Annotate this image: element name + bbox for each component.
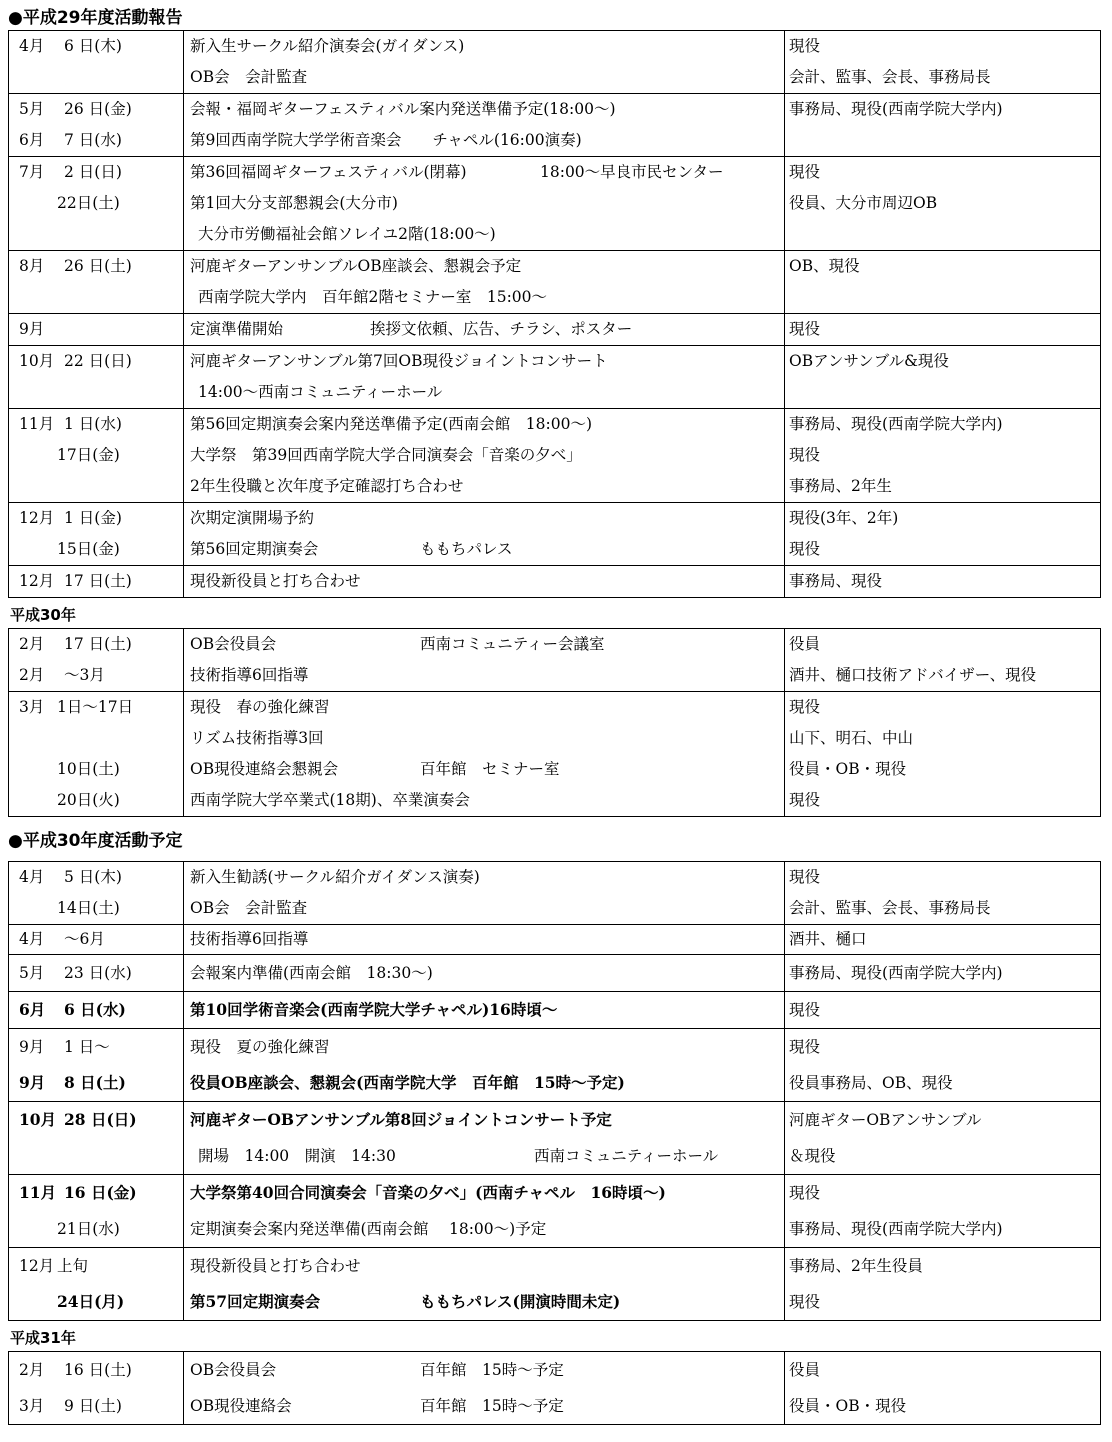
event-text: 河鹿ギターアンサンブルOB座談会、懇親会予定	[190, 257, 522, 275]
participants-cell	[785, 503, 1101, 566]
schedule-row	[9, 1352, 1101, 1425]
event-cell	[184, 314, 785, 346]
event-text: 西南コミュニティー会議室	[420, 635, 605, 653]
day-label: 17日(金)	[57, 446, 120, 464]
event-cell	[184, 251, 785, 314]
day-label: 6 日(木)	[64, 37, 122, 55]
participants-text: 現役	[789, 1184, 821, 1202]
event-text: OB現役連絡会懇親会	[190, 760, 339, 778]
day-label: ～6月	[64, 930, 105, 948]
participants-text: 山下、明石、中山	[789, 729, 914, 747]
day-label: 22 日(日)	[64, 352, 132, 370]
event-text: 百年館 セミナー室	[420, 760, 560, 778]
day-label: 23 日(水)	[64, 964, 132, 982]
schedule-row	[9, 629, 1101, 692]
date-cell	[9, 346, 184, 409]
event-text: 第9回西南学院大学学術音楽会 チャペル(16:00演奏)	[190, 131, 582, 149]
participants-text: 事務局、現役	[789, 572, 883, 590]
participants-cell	[785, 692, 1101, 817]
event-text: 会報案内準備(西南会館 18:30～)	[190, 964, 433, 982]
schedule-row	[9, 992, 1101, 1029]
report-h30-heading: 平成30年	[10, 606, 76, 624]
participants-cell	[785, 31, 1101, 94]
month-label: 11月	[19, 1183, 57, 1202]
participants-text: ＆現役	[789, 1147, 836, 1165]
event-text: OB現役連絡会	[190, 1397, 292, 1415]
schedule-row	[9, 692, 1101, 817]
date-cell	[9, 94, 184, 157]
event-text: 第56回定期演奏会案内発送準備予定(西南会館 18:00～)	[190, 415, 592, 433]
date-cell	[9, 566, 184, 598]
event-text: OB会 会計監査	[190, 68, 308, 86]
schedule-row	[9, 251, 1101, 314]
date-cell	[9, 1102, 184, 1175]
month-label: 5月	[19, 964, 45, 982]
participants-text: 現役	[789, 446, 821, 464]
participants-text: 現役	[789, 868, 821, 886]
date-cell	[9, 503, 184, 566]
date-cell	[9, 955, 184, 992]
participants-text: 河鹿ギターOBアンサンブル	[789, 1111, 982, 1129]
schedule-row	[9, 566, 1101, 598]
participants-text: 現役(3年、2年)	[789, 509, 899, 527]
event-cell	[184, 94, 785, 157]
month-label: 10月	[19, 1110, 57, 1129]
participants-text: 事務局、2年生	[789, 477, 892, 495]
schedule-row	[9, 409, 1101, 503]
event-text: 現役新役員と打ち合わせ	[190, 1257, 361, 1275]
date-cell	[9, 1248, 184, 1321]
date-cell	[9, 862, 184, 925]
date-cell	[9, 692, 184, 817]
participants-text: 現役	[789, 540, 821, 558]
participants-text: OBアンサンブル&現役	[789, 352, 949, 370]
day-label: 上旬	[57, 1257, 89, 1275]
participants-text: 酒井、樋口	[789, 930, 867, 948]
event-cell	[184, 566, 785, 598]
event-text: 2年生役職と次年度予定確認打ち合わせ	[190, 477, 464, 495]
day-label: 7 日(水)	[64, 131, 122, 149]
plan-h31-heading: 平成31年	[10, 1329, 76, 1347]
month-label: 8月	[19, 257, 45, 275]
event-cell	[184, 503, 785, 566]
month-label: 9月	[19, 320, 45, 338]
day-label: 5 日(木)	[64, 868, 122, 886]
event-text: 新入生サークル紹介演奏会(ガイダンス)	[190, 37, 465, 55]
participants-text: 現役	[789, 698, 821, 716]
report-h30-table	[8, 628, 1101, 817]
participants-cell	[785, 314, 1101, 346]
participants-cell	[785, 1029, 1101, 1102]
event-text: 14:00～西南コミュニティーホール	[198, 383, 443, 401]
participants-text: 役員	[789, 635, 821, 653]
event-text: 開場 14:00 開演 14:30	[198, 1147, 396, 1165]
participants-text: 事務局、現役(西南学院大学内)	[789, 1220, 1003, 1238]
event-text: 第1回大分支部懇親会(大分市)	[190, 194, 398, 212]
event-cell	[184, 31, 785, 94]
day-label: 21日(水)	[57, 1220, 120, 1238]
month-label: 6月	[19, 1000, 46, 1019]
event-text: OB会役員会	[190, 635, 277, 653]
event-text: 現役新役員と打ち合わせ	[190, 572, 361, 590]
month-label: 5月	[19, 100, 45, 118]
participants-text: 現役	[789, 1001, 821, 1019]
event-text: 新入生勧誘(サークル紹介ガイダンス演奏)	[190, 868, 480, 886]
participants-cell	[785, 94, 1101, 157]
participants-text: 会計、監事、会長、事務局長	[789, 899, 991, 917]
month-label: 9月	[19, 1038, 45, 1056]
participants-cell	[785, 862, 1101, 925]
day-label: 16 日(金)	[64, 1183, 137, 1202]
event-text: 第57回定期演奏会	[190, 1292, 321, 1311]
participants-text: 役員、大分市周辺OB	[789, 194, 938, 212]
participants-text: 事務局、現役(西南学院大学内)	[789, 100, 1003, 118]
day-label: 8 日(土)	[64, 1073, 126, 1092]
plan-h31-table	[8, 1351, 1101, 1425]
schedule-row	[9, 503, 1101, 566]
date-cell	[9, 251, 184, 314]
participants-text: 現役	[789, 37, 821, 55]
date-cell	[9, 1175, 184, 1248]
schedule-row	[9, 94, 1101, 157]
date-cell	[9, 1352, 184, 1425]
participants-text: 現役	[789, 163, 821, 181]
month-label: 4月	[19, 868, 45, 886]
schedule-row	[9, 1175, 1101, 1248]
event-cell	[184, 955, 785, 992]
participants-cell	[785, 955, 1101, 992]
participants-text: 役員	[789, 1361, 821, 1379]
participants-text	[785, 125, 1100, 156]
participants-cell	[785, 157, 1101, 251]
participants-text: 役員・OB・現役	[789, 1397, 907, 1415]
date-cell	[9, 992, 184, 1029]
participants-text: 会計、監事、会長、事務局長	[789, 68, 991, 86]
month-label: 3月	[19, 1397, 45, 1415]
schedule-row	[9, 925, 1101, 955]
day-label: 1日～17日	[57, 698, 134, 716]
event-cell	[184, 992, 785, 1029]
event-cell	[184, 1352, 785, 1425]
day-label: 9 日(土)	[64, 1397, 122, 1415]
event-text: 定演準備開始	[190, 320, 284, 338]
participants-text	[785, 282, 1100, 313]
event-text: リズム技術指導3回	[190, 729, 324, 747]
day-label: 6 日(水)	[64, 1000, 126, 1019]
month-label: 7月	[19, 163, 45, 181]
participants-cell	[785, 1352, 1101, 1425]
day-label: 2 日(日)	[64, 163, 122, 181]
event-text: 技術指導6回指導	[190, 666, 309, 684]
day-label: ～3月	[64, 666, 105, 684]
event-text: 会報・福岡ギターフェスティバル案内発送準備予定(18:00～)	[190, 100, 616, 118]
participants-cell	[785, 1175, 1101, 1248]
event-text: 現役 春の強化練習	[190, 698, 330, 716]
event-cell	[184, 629, 785, 692]
event-text: 河鹿ギターOBアンサンブル第8回ジョイントコンサート予定	[190, 1110, 612, 1129]
plan-table	[8, 861, 1101, 1321]
event-cell	[184, 157, 785, 251]
report-heading: ●平成29年度活動報告	[8, 8, 183, 28]
event-text: 大学祭 第39回西南学院大学合同演奏会「音楽の夕べ」	[190, 446, 582, 464]
date-cell	[9, 925, 184, 955]
event-text: 役員OB座談会、懇親会(西南学院大学 百年館 15時～予定)	[190, 1073, 625, 1092]
day-label: 15日(金)	[57, 540, 120, 558]
participants-cell	[785, 925, 1101, 955]
participants-cell	[785, 566, 1101, 598]
event-text: 技術指導6回指導	[190, 930, 309, 948]
report-table	[8, 30, 1101, 598]
event-cell	[184, 346, 785, 409]
month-label: 2月	[19, 635, 45, 653]
month-label: 10月	[19, 352, 55, 370]
date-cell	[9, 31, 184, 94]
month-label: 12月	[19, 509, 55, 527]
event-text: 大学祭第40回合同演奏会「音楽の夕べ」(西南チャペル 16時頃～)	[190, 1183, 666, 1202]
event-text: 定期演奏会案内発送準備(西南会館 18:00～)予定	[190, 1220, 547, 1238]
event-text: 第36回福岡ギターフェスティバル(閉幕)	[190, 163, 467, 181]
participants-cell	[785, 346, 1101, 409]
participants-text: 現役	[789, 791, 821, 809]
event-text: 第10回学術音楽会(西南学院大学チャペル)16時頃～	[190, 1000, 558, 1019]
day-label: 17 日(土)	[64, 635, 132, 653]
month-label: 2月	[19, 1361, 45, 1379]
day-label: 28 日(日)	[64, 1110, 137, 1129]
event-text: 挨拶文依頼、広告、チラシ、ポスター	[370, 320, 633, 338]
schedule-row	[9, 346, 1101, 409]
date-cell	[9, 157, 184, 251]
participants-cell	[785, 1102, 1101, 1175]
event-cell	[184, 1102, 785, 1175]
plan-heading: ●平成30年度活動予定	[8, 831, 183, 851]
participants-text: 事務局、現役(西南学院大学内)	[789, 964, 1003, 982]
participants-cell	[785, 992, 1101, 1029]
date-cell	[9, 629, 184, 692]
event-text: 百年館 15時～予定	[420, 1397, 564, 1415]
day-label: 1 日(水)	[64, 415, 122, 433]
participants-cell	[785, 1248, 1101, 1321]
event-text: 次期定演開場予約	[190, 509, 315, 527]
day-label: 20日(火)	[57, 791, 120, 809]
participants-text: 役員事務局、OB、現役	[789, 1074, 953, 1092]
day-label: 14日(土)	[57, 899, 120, 917]
event-cell	[184, 692, 785, 817]
participants-text: 現役	[789, 320, 821, 338]
participants-text: 事務局、現役(西南学院大学内)	[789, 415, 1003, 433]
event-cell	[184, 409, 785, 503]
month-label: 4月	[19, 930, 45, 948]
participants-cell	[785, 629, 1101, 692]
date-cell	[9, 314, 184, 346]
event-cell	[184, 1248, 785, 1321]
schedule-row	[9, 31, 1101, 94]
event-text: 大分市労働福祉会館ソレイユ2階(18:00～)	[198, 225, 496, 243]
day-label: 1 日～	[64, 1038, 110, 1056]
event-text: OB会役員会	[190, 1361, 277, 1379]
month-label: 2月	[19, 666, 45, 684]
month-label: 6月	[19, 131, 45, 149]
event-text: 第56回定期演奏会	[190, 540, 319, 558]
event-cell	[184, 925, 785, 955]
schedule-row	[9, 157, 1101, 251]
event-cell	[184, 1029, 785, 1102]
participants-text: OB、現役	[789, 257, 860, 275]
participants-text: 役員・OB・現役	[789, 760, 907, 778]
date-cell	[9, 1029, 184, 1102]
schedule-row	[9, 1029, 1101, 1102]
participants-text: 事務局、2年生役員	[789, 1257, 923, 1275]
schedule-row	[9, 862, 1101, 925]
schedule-row	[9, 955, 1101, 992]
participants-text: 現役	[789, 1293, 821, 1311]
schedule-row	[9, 1102, 1101, 1175]
day-label: 16 日(土)	[64, 1361, 132, 1379]
participants-text	[785, 219, 1100, 250]
month-label: 11月	[19, 415, 55, 433]
participants-text: 現役	[789, 1038, 821, 1056]
month-label: 9月	[19, 1073, 46, 1092]
event-text: 百年館 15時～予定	[420, 1361, 564, 1379]
month-label: 3月	[19, 698, 45, 716]
participants-cell	[785, 251, 1101, 314]
event-text: 18:00～早良市民センター	[540, 163, 724, 181]
day-label: 10日(土)	[57, 760, 120, 778]
event-text: 西南学院大学内 百年館2階セミナー室 15:00～	[198, 288, 548, 306]
event-text: 西南学院大学卒業式(18期)、卒業演奏会	[190, 791, 470, 809]
day-label: 22日(土)	[57, 194, 120, 212]
participants-text	[785, 377, 1100, 408]
month-label: 12月	[19, 1257, 55, 1275]
event-text: 河鹿ギターアンサンブル第7回OB現役ジョイントコンサート	[190, 352, 608, 370]
event-text: OB会 会計監査	[190, 899, 308, 917]
day-label: 26 日(土)	[64, 257, 132, 275]
participants-cell	[785, 409, 1101, 503]
participants-text: 酒井、樋口技術アドバイザー、現役	[789, 666, 1037, 684]
schedule-row	[9, 314, 1101, 346]
day-label: 1 日(金)	[64, 509, 122, 527]
month-label: 4月	[19, 37, 45, 55]
month-label: 12月	[19, 572, 55, 590]
event-text: ももちパレス	[420, 540, 513, 558]
day-label: 17 日(土)	[64, 572, 132, 590]
event-cell	[184, 862, 785, 925]
event-cell	[184, 1175, 785, 1248]
day-label: 26 日(金)	[64, 100, 132, 118]
event-text: ももちパレス(開演時間未定)	[420, 1292, 621, 1311]
day-label: 24日(月)	[57, 1292, 125, 1311]
schedule-row	[9, 1248, 1101, 1321]
document	[8, 6, 1100, 1425]
date-cell	[9, 409, 184, 503]
event-text: 西南コミュニティーホール	[534, 1147, 719, 1165]
event-text: 現役 夏の強化練習	[190, 1038, 330, 1056]
